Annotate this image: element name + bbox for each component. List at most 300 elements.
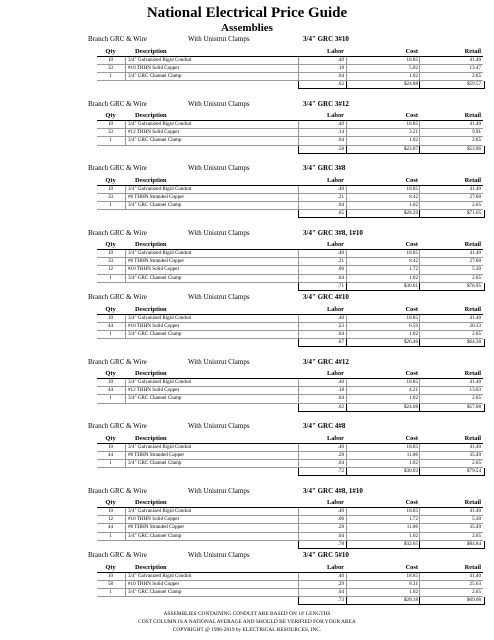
table-row — [97, 331, 483, 339]
row-description: #10 THHN Solid Copper — [128, 516, 180, 523]
total-retail: $84.84 — [466, 540, 481, 547]
row-cost: 1.02 — [409, 395, 418, 402]
column-header-qty: Qty — [105, 563, 116, 571]
row-description: 3/4" GRC Channel Clamp — [128, 72, 182, 79]
column-header-retail: Retail — [464, 241, 481, 248]
row-qty: 10 — [107, 121, 114, 127]
row-description: 3/4" Galvanized Rigid Conduit — [128, 508, 192, 514]
assembly-section — [0, 291, 494, 356]
row-retail: 41.40 — [469, 314, 481, 321]
row-retail: 41.40 — [469, 443, 481, 450]
table-row — [97, 266, 483, 274]
assembly-section — [0, 33, 494, 98]
section-assembly-code: 3/4" GRC 3#8, 1#10 — [303, 228, 363, 237]
total-retail: $69.68 — [466, 597, 481, 604]
total-cost: $24.88 — [403, 81, 418, 88]
page-footer — [0, 610, 494, 634]
row-retail: 25.63 — [469, 580, 481, 587]
row-cost: 1.02 — [409, 532, 418, 539]
items-table — [97, 378, 483, 411]
total-retail: $57.08 — [466, 403, 481, 410]
column-header-description: Description — [135, 563, 167, 571]
column-header-labor: Labor — [326, 305, 344, 313]
row-cost: 4.21 — [409, 387, 418, 394]
row-qty: 1 — [109, 532, 112, 539]
row-retail: 2.65 — [472, 72, 481, 79]
total-labor: .78 — [337, 540, 344, 547]
assembly-section — [0, 162, 494, 227]
row-labor: .04 — [337, 274, 344, 281]
row-cost: 3.21 — [409, 129, 418, 136]
row-qty: 1 — [109, 330, 112, 337]
table-row — [97, 452, 483, 460]
row-cost: 1.72 — [409, 516, 418, 523]
column-header-retail: Retail — [464, 47, 481, 55]
row-qty: 10 — [107, 185, 114, 192]
total-cost: $23.07 — [403, 145, 418, 152]
row-qty: 44 — [107, 387, 114, 394]
row-labor: .18 — [337, 64, 344, 71]
section-mounting: With Unistrut Clamps — [188, 422, 250, 430]
row-qty: 1 — [109, 459, 112, 466]
total-labor: .62 — [337, 81, 344, 88]
row-description: 3/4" Galvanized Rigid Conduit — [128, 379, 192, 385]
table-row — [97, 250, 483, 258]
column-header-retail: Retail — [464, 563, 481, 571]
column-header-description: Description — [135, 47, 167, 55]
row-labor: .23 — [337, 322, 344, 329]
row-description: 3/4" GRC Channel Clamp — [128, 588, 182, 595]
row-description: 3/4" GRC Channel Clamp — [128, 330, 182, 337]
row-labor: .04 — [337, 72, 344, 79]
section-header — [0, 485, 494, 497]
row-description: 3/4" Galvanized Rigid Conduit — [128, 56, 192, 63]
row-qty: 58 — [107, 580, 114, 587]
row-retail: 35.49 — [469, 524, 481, 531]
row-qty: 10 — [107, 56, 114, 63]
row-qty: 10 — [107, 572, 114, 579]
column-header-cost: Cost — [405, 370, 418, 377]
column-header-labor: Labor — [326, 47, 344, 55]
items-table — [97, 507, 483, 548]
table-row — [97, 186, 483, 194]
total-row — [97, 81, 483, 88]
column-header-retail: Retail — [464, 176, 481, 184]
column-header-cost: Cost — [405, 499, 418, 506]
column-header-description: Description — [135, 370, 167, 377]
table-row — [97, 57, 483, 65]
row-labor: .40 — [337, 121, 344, 127]
total-labor: .58 — [337, 145, 344, 152]
items-table — [97, 120, 483, 153]
row-cost: 1.02 — [409, 459, 418, 466]
section-mounting: With Unistrut Clamps — [188, 357, 250, 366]
column-header-description: Description — [135, 241, 167, 248]
total-labor: .71 — [337, 282, 344, 289]
row-labor: .06 — [337, 266, 344, 273]
row-retail: 13.47 — [469, 64, 481, 71]
total-cost: $28.18 — [403, 597, 418, 604]
column-header-qty: Qty — [105, 434, 116, 442]
row-qty: 1 — [109, 588, 112, 595]
items-table — [97, 56, 483, 89]
column-header-cost: Cost — [405, 112, 418, 119]
row-description: #8 THHN Stranded Copper — [128, 258, 185, 265]
total-row — [97, 283, 483, 290]
section-branch: Branch GRC & Wire — [88, 551, 147, 559]
row-labor: .21 — [337, 258, 344, 265]
column-header-qty: Qty — [105, 112, 116, 119]
row-retail: 5.30 — [472, 266, 481, 273]
row-retail: 2.65 — [472, 395, 481, 402]
assembly-section — [0, 420, 494, 485]
total-cost: $30.01 — [403, 282, 418, 289]
row-qty: 44 — [107, 322, 114, 329]
row-qty: 10 — [107, 379, 114, 385]
row-description: 3/4" Galvanized Rigid Conduit — [128, 185, 192, 192]
footer-copyright: COPYRIGHT @ 1996-2019 by ELECTRICAL RESOURCES, INC. — [172, 627, 322, 633]
section-assembly-code: 3/4" GRC 5#10 — [303, 551, 349, 559]
assembly-section — [0, 485, 494, 550]
row-description: 3/4" GRC Channel Clamp — [128, 201, 182, 208]
total-row — [97, 597, 483, 604]
row-cost: 11.06 — [406, 524, 418, 531]
assembly-section — [0, 227, 494, 292]
table-row — [97, 315, 483, 323]
total-cost: $28.29 — [403, 210, 418, 217]
table-row — [97, 129, 483, 137]
row-description: 3/4" Galvanized Rigid Conduit — [128, 250, 192, 256]
row-qty: 10 — [107, 443, 114, 450]
column-headers — [0, 176, 494, 185]
section-header — [0, 227, 494, 239]
row-cost: 1.02 — [409, 201, 418, 208]
column-header-labor: Labor — [326, 370, 344, 377]
total-cost: $30.93 — [403, 468, 418, 475]
section-assembly-code: 3/4" GRC 4#12 — [303, 357, 349, 366]
section-assembly-code: 3/4" GRC 4#10 — [303, 293, 349, 301]
row-labor: .21 — [337, 193, 344, 200]
row-cost: 8.31 — [409, 580, 418, 587]
section-branch: Branch GRC & Wire — [88, 35, 147, 43]
row-qty: 44 — [107, 524, 114, 531]
column-header-cost: Cost — [405, 176, 418, 184]
column-headers — [0, 434, 494, 443]
section-assembly-code: 3/4" GRC 4#8, 1#10 — [303, 486, 363, 495]
column-header-description: Description — [135, 499, 167, 506]
table-row — [97, 387, 483, 395]
section-branch: Branch GRC & Wire — [88, 228, 147, 237]
table-row — [97, 395, 483, 403]
section-mounting: With Unistrut Clamps — [188, 228, 250, 237]
column-header-retail: Retail — [464, 370, 481, 377]
column-header-retail: Retail — [464, 434, 481, 442]
total-cost: $32.65 — [403, 540, 418, 547]
row-labor: .14 — [337, 129, 344, 136]
row-description: 3/4" GRC Channel Clamp — [128, 274, 182, 281]
row-description: #8 THHN Stranded Copper — [128, 524, 185, 531]
column-header-retail: Retail — [464, 305, 481, 313]
row-retail: 41.40 — [469, 379, 481, 385]
row-description: #8 THHN Stranded Copper — [128, 451, 185, 458]
row-retail: 41.40 — [469, 185, 481, 192]
row-qty: 12 — [107, 266, 114, 273]
row-cost: 18.85 — [406, 250, 418, 256]
row-labor: .04 — [337, 137, 344, 144]
column-header-qty: Qty — [105, 370, 116, 377]
table-row — [97, 516, 483, 524]
row-retail: 35.49 — [469, 451, 481, 458]
section-branch: Branch GRC & Wire — [88, 486, 147, 495]
row-retail: 41.40 — [469, 56, 481, 63]
table-row — [97, 258, 483, 266]
table-row — [97, 202, 483, 210]
total-labor: .62 — [337, 403, 344, 410]
row-cost: 18.85 — [406, 443, 418, 450]
row-description: 3/4" GRC Channel Clamp — [128, 395, 182, 402]
section-mounting: With Unistrut Clamps — [188, 35, 250, 43]
row-qty: 33 — [107, 64, 114, 71]
total-cost: $26.46 — [403, 339, 418, 346]
row-retail: 41.40 — [469, 250, 481, 256]
row-cost: 6.59 — [409, 322, 418, 329]
row-description: #10 THHN Solid Copper — [128, 322, 180, 329]
row-retail: 2.65 — [472, 137, 481, 144]
row-labor: .04 — [337, 588, 344, 595]
assembly-sections — [0, 33, 494, 614]
row-qty: 1 — [109, 201, 112, 208]
row-description: 3/4" Galvanized Rigid Conduit — [128, 121, 192, 127]
section-assembly-code: 3/4" GRC 3#8 — [303, 164, 346, 172]
items-table — [97, 572, 483, 605]
row-cost: 18.85 — [406, 508, 418, 514]
table-row — [97, 460, 483, 468]
row-labor: .04 — [337, 201, 344, 208]
row-cost: 8.42 — [409, 258, 418, 265]
total-row — [97, 541, 483, 548]
row-description: #10 THHN Solid Copper — [128, 266, 180, 273]
total-row — [97, 339, 483, 346]
column-header-labor: Labor — [326, 499, 344, 506]
assembly-section — [0, 549, 494, 614]
items-table — [97, 443, 483, 476]
total-retail: $71.65 — [466, 210, 481, 217]
row-labor: .04 — [337, 459, 344, 466]
column-header-qty: Qty — [105, 305, 116, 313]
row-cost: 1.02 — [409, 588, 418, 595]
row-cost: 1.02 — [409, 274, 418, 281]
column-header-cost: Cost — [405, 434, 418, 442]
row-cost: 1.02 — [409, 137, 418, 144]
row-retail: 2.65 — [472, 274, 481, 281]
column-header-labor: Labor — [326, 112, 344, 119]
table-row — [97, 73, 483, 81]
row-qty: 10 — [107, 508, 114, 514]
section-header — [0, 549, 494, 561]
row-qty: 33 — [107, 193, 114, 200]
footer-note-lengths: ASSEMBLIES CONTAINING CONDUIT ARE BASED ON 10' LENGTHS — [163, 611, 331, 617]
row-labor: .40 — [337, 572, 344, 579]
total-labor: .67 — [337, 339, 344, 346]
column-headers — [0, 305, 494, 314]
total-row — [97, 468, 483, 475]
column-header-description: Description — [135, 112, 167, 119]
row-labor: .06 — [337, 516, 344, 523]
page-title: National Electrical Price Guide — [146, 5, 348, 21]
section-mounting: With Unistrut Clamps — [188, 164, 250, 172]
column-header-retail: Retail — [464, 499, 481, 506]
row-retail: 13.03 — [469, 387, 481, 394]
column-headers — [0, 498, 494, 507]
section-header — [0, 162, 494, 174]
row-retail: 2.65 — [472, 459, 481, 466]
table-row — [97, 323, 483, 331]
total-retail: $64.38 — [466, 339, 481, 346]
row-retail: 27.60 — [469, 193, 481, 200]
row-description: #12 THHN Solid Copper — [128, 387, 180, 394]
row-qty: 1 — [109, 395, 112, 402]
row-cost: 1.02 — [409, 330, 418, 337]
table-row — [97, 573, 483, 581]
column-header-qty: Qty — [105, 499, 116, 506]
row-labor: .04 — [337, 395, 344, 402]
column-headers — [0, 240, 494, 249]
total-retail: $53.96 — [466, 145, 481, 152]
section-branch: Branch GRC & Wire — [88, 293, 147, 301]
section-mounting: With Unistrut Clamps — [188, 486, 250, 495]
table-row — [97, 137, 483, 145]
row-labor: .40 — [337, 508, 344, 514]
row-qty: 10 — [107, 314, 114, 321]
row-retail: 27.60 — [469, 258, 481, 265]
column-header-description: Description — [135, 176, 167, 184]
page-subtitle: Assemblies — [221, 22, 273, 34]
row-labor: .40 — [337, 250, 344, 256]
row-qty: 10 — [107, 250, 114, 256]
row-qty: 1 — [109, 274, 112, 281]
row-cost: 18.85 — [406, 121, 418, 127]
section-header — [0, 33, 494, 45]
row-description: #10 THHN Solid Copper — [128, 580, 180, 587]
assembly-section — [0, 356, 494, 421]
total-row — [97, 210, 483, 217]
total-row — [97, 146, 483, 153]
total-retail: $76.95 — [466, 282, 481, 289]
table-row — [97, 65, 483, 73]
total-labor: .73 — [337, 597, 344, 604]
row-retail: 9.91 — [472, 129, 481, 136]
column-header-labor: Labor — [326, 563, 344, 571]
row-labor: .28 — [337, 451, 344, 458]
row-retail: 2.65 — [472, 201, 481, 208]
column-header-cost: Cost — [405, 47, 418, 55]
row-description: 3/4" Galvanized Rigid Conduit — [128, 572, 192, 579]
row-cost: 1.72 — [409, 266, 418, 273]
row-labor: .29 — [337, 580, 344, 587]
column-headers — [0, 111, 494, 120]
table-row — [97, 533, 483, 541]
table-row — [97, 275, 483, 283]
row-retail: 41.40 — [469, 508, 481, 514]
row-cost: 18.85 — [406, 572, 418, 579]
table-row — [97, 589, 483, 597]
column-header-cost: Cost — [405, 305, 418, 313]
column-header-labor: Labor — [326, 241, 344, 248]
section-mounting: With Unistrut Clamps — [188, 99, 250, 108]
row-retail: 5.30 — [472, 516, 481, 523]
table-row — [97, 121, 483, 129]
section-branch: Branch GRC & Wire — [88, 164, 147, 172]
section-header — [0, 98, 494, 110]
row-description: 3/4" GRC Channel Clamp — [128, 137, 182, 144]
section-branch: Branch GRC & Wire — [88, 357, 147, 366]
row-cost: 18.85 — [406, 56, 418, 63]
row-retail: 2.65 — [472, 532, 481, 539]
column-headers — [0, 369, 494, 378]
row-qty: 12 — [107, 516, 114, 523]
row-labor: .40 — [337, 56, 344, 63]
row-description: 3/4" GRC Channel Clamp — [128, 532, 182, 539]
section-branch: Branch GRC & Wire — [88, 99, 147, 108]
column-headers — [0, 47, 494, 56]
total-labor: .72 — [337, 468, 344, 475]
column-header-retail: Retail — [464, 112, 481, 119]
row-qty: 44 — [107, 451, 114, 458]
column-header-labor: Labor — [326, 434, 344, 442]
column-header-cost: Cost — [405, 563, 418, 571]
row-retail: 41.40 — [469, 572, 481, 579]
items-table — [97, 185, 483, 218]
row-cost: 1.02 — [409, 72, 418, 79]
section-mounting: With Unistrut Clamps — [188, 551, 250, 559]
row-labor: .40 — [337, 379, 344, 385]
table-row — [97, 524, 483, 532]
total-retail: $59.57 — [466, 81, 481, 88]
section-assembly-code: 3/4" GRC 4#8 — [303, 422, 346, 430]
total-cost: $24.08 — [403, 403, 418, 410]
table-row — [97, 194, 483, 202]
row-qty: 1 — [109, 72, 112, 79]
table-row — [97, 444, 483, 452]
row-qty: 1 — [109, 137, 112, 144]
total-retail: $79.54 — [466, 468, 481, 475]
column-header-labor: Labor — [326, 176, 344, 184]
row-retail: 41.40 — [469, 121, 481, 127]
row-qty: 33 — [107, 129, 114, 136]
footer-note-cost: COST COLUMN IS A NATIONAL AVERAGE AND SHOULD BE VERIFIED FOR YOUR AREA — [138, 619, 356, 625]
section-header — [0, 291, 494, 303]
row-labor: .40 — [337, 185, 344, 192]
section-assembly-code: 3/4" GRC 3#10 — [303, 35, 349, 43]
row-cost: 18.85 — [406, 314, 418, 321]
column-headers — [0, 563, 494, 572]
row-labor: .28 — [337, 524, 344, 531]
row-retail: 2.65 — [472, 330, 481, 337]
row-labor: .18 — [337, 387, 344, 394]
table-row — [97, 379, 483, 387]
column-header-cost: Cost — [405, 241, 418, 248]
section-assembly-code: 3/4" GRC 3#12 — [303, 99, 349, 108]
row-description: #12 THHN Solid Copper — [128, 129, 180, 136]
column-header-qty: Qty — [105, 47, 116, 55]
row-cost: 8.42 — [409, 193, 418, 200]
row-cost: 18.85 — [406, 379, 418, 385]
row-description: #10 THHN Solid Copper — [128, 64, 180, 71]
items-table — [97, 249, 483, 290]
row-qty: 33 — [107, 258, 114, 265]
column-header-description: Description — [135, 305, 167, 313]
row-labor: .40 — [337, 314, 344, 321]
